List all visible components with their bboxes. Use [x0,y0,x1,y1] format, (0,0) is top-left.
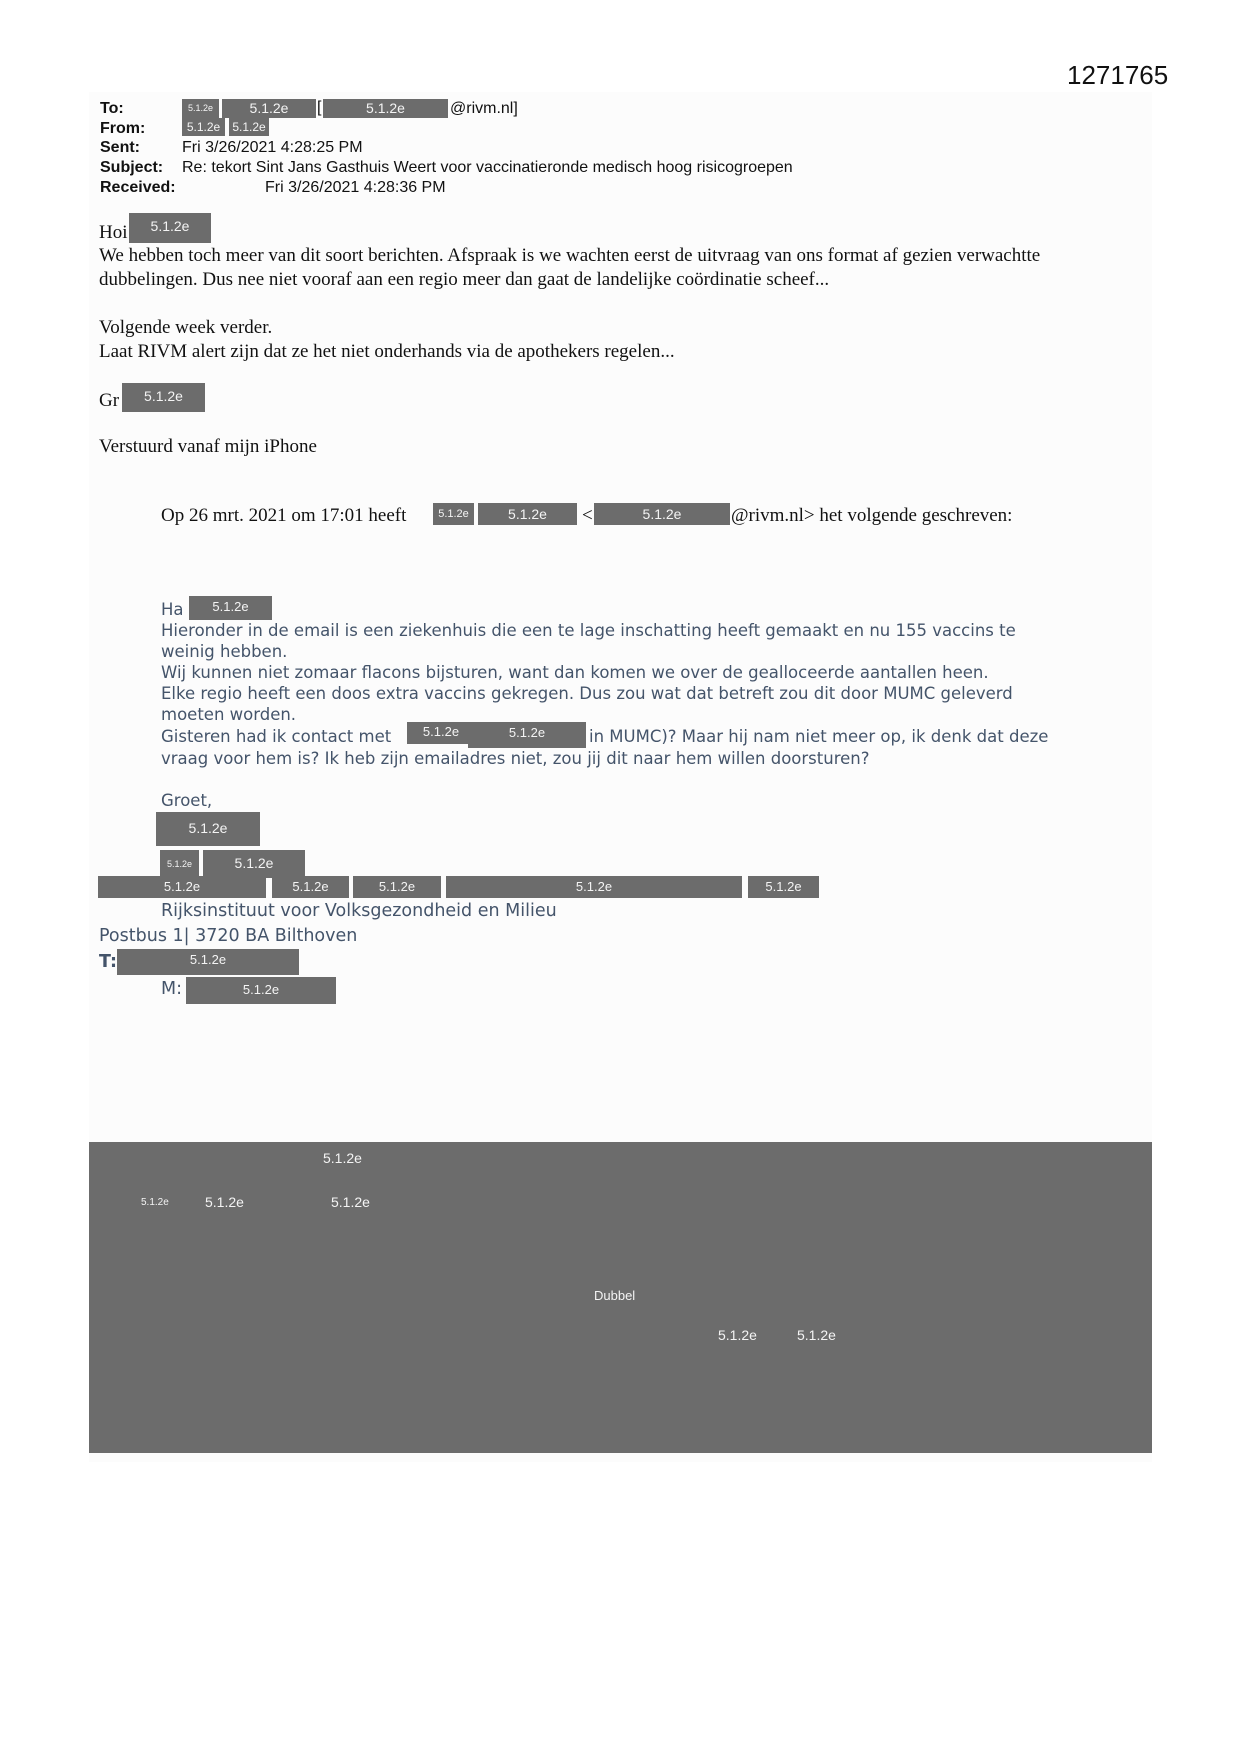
redaction: 5.1.2e [117,949,299,975]
quoted-line: moeten worden. [161,705,297,724]
redaction: 5.1.2e [478,503,577,525]
reply-device: Verstuurd vanaf mijn iPhone [99,436,317,457]
sent-label: Sent: [100,139,140,156]
subject-value: Re: tekort Sint Jans Gasthuis Weert voor vaccinatieronde medisch hoog risicogroepen [182,159,793,176]
redaction: 5.1.2e [323,99,448,118]
document-number: 1271765 [1067,60,1169,90]
to-domain: @rivm.nl] [450,100,518,117]
mobile-label: M: [161,979,182,999]
phone-label: T: [99,952,117,972]
reply-signoff: Gr [99,390,120,411]
quoted-line: Elke regio heeft een doos extra vaccins gekregen. Dus zou wat dat betreft zou dit door MUMC geleverd [161,684,1013,703]
reply-greeting: Hoi [99,222,128,243]
quoted-greeting: Ha [161,600,184,619]
redaction: 5.1.2e [229,118,269,136]
redaction: 5.1.2e [222,99,316,118]
to-label: To: [100,100,124,117]
redaction: 5.1.2e [748,876,819,898]
redaction: 5.1.2e [468,722,586,748]
quote-prefix: Op 26 mrt. 2021 om 17:01 heeft [161,505,407,526]
subject-label: Subject: [100,159,164,176]
redaction: 5.1.2e [98,876,266,898]
redaction: 5.1.2e [189,596,272,620]
redacted-block-label: Dubbel [594,1288,636,1303]
redaction: 5.1.2e [122,383,205,412]
quote-suffix: @rivm.nl> het volgende geschreven: [731,505,1013,526]
redaction-code: 5.1.2e [323,1150,362,1166]
quoted-line: vraag voor hem is? Ik heb zijn emailadres niet, zou jij dit naar hem willen doorsturen? [161,749,870,768]
from-label: From: [100,120,146,137]
reply-line: dubbelingen. Dus nee niet vooraf aan een regio meer dan gaat de landelijke coördinatie scheef... [99,269,830,290]
reply-line: Volgende week verder. [99,317,273,338]
redaction: 5.1.2e [272,876,349,898]
redaction: 5.1.2e [594,503,730,525]
reply-line: We hebben toch meer van dit soort berichten. Afspraak is we wachten eerst de uitvraag van ons format af gezien verwachtte [99,245,1041,266]
signature-org: Rijksinstituut voor Volksgezondheid en Milieu [161,901,557,921]
redaction-code: 5.1.2e [331,1194,370,1210]
redaction: 5.1.2e [182,99,219,118]
quoted-contact: Gisteren had ik contact met [161,727,392,746]
quoted-line: Wij kunnen niet zomaar flacons bijsturen, want dan komen we over de gealloceerde aantallen heen. [161,663,989,682]
redaction: 5.1.2e [353,876,441,898]
redaction: 5.1.2e [182,118,225,136]
redaction: 5.1.2e [446,876,742,898]
redaction-code: 5.1.2e [141,1197,169,1208]
reply-line: Laat RIVM alert zijn dat ze het niet onderhands via de apothekers regelen... [99,341,675,362]
received-label: Received: [100,179,176,196]
to-bracket: [ [317,99,322,116]
redaction: 5.1.2e [186,977,336,1004]
quoted-line: weinig hebben. [161,642,288,661]
sent-value: Fri 3/26/2021 4:28:25 PM [182,139,363,156]
redaction: 5.1.2e [156,812,260,846]
redaction-code: 5.1.2e [797,1327,836,1343]
quoted-contact-suffix: in MUMC)? Maar hij nam niet meer op, ik denk dat deze [589,727,1049,746]
received-value: Fri 3/26/2021 4:28:36 PM [265,179,446,196]
redaction: 5.1.2e [407,722,475,744]
redaction-code: 5.1.2e [205,1194,244,1210]
redaction: 5.1.2e [203,850,305,878]
quoted-line: Hieronder in de email is een ziekenhuis die een te lage inschatting heeft gemaakt en nu 155 vaccins te [161,621,1016,640]
redaction: 5.1.2e [129,213,211,243]
redaction: 5.1.2e [160,850,199,878]
redaction-code: 5.1.2e [718,1327,757,1343]
quoted-closing: Groet, [161,791,213,810]
redaction: 5.1.2e [433,503,474,525]
signature-address: Postbus 1| 3720 BA Bilthoven [99,926,358,946]
quote-lt: < [582,505,593,526]
